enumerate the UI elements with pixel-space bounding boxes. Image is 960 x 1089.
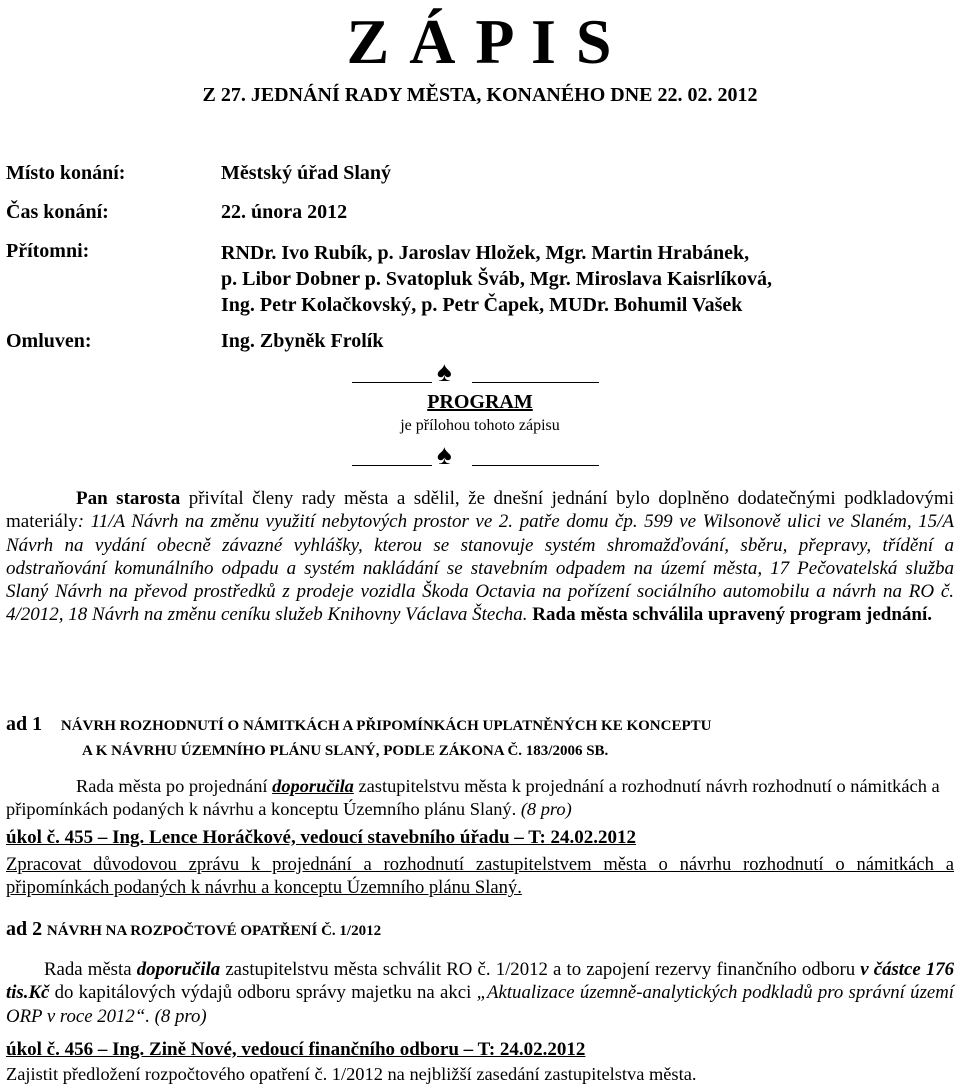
ad1-title-line2: A K NÁVRHU ÚZEMNÍHO PLÁNU SLANÝ, PODLE ZÁKONA Č. 183/2006 SB.: [82, 743, 609, 759]
place-value: Městský úřad Slaný: [221, 162, 392, 184]
spade-icon: ♠: [437, 357, 452, 388]
time-value: 22. února 2012: [221, 201, 348, 223]
ad2-heading: [6, 917, 381, 943]
ad1-task: úkol č. 455 – Ing. Lence Horáčkové, vedoucí stavebního úřadu – T: 24.02.2012: [6, 827, 637, 848]
intro-materials: : 11/A Návrh na změnu využití nebytových prostor ve 2. patře domu čp. 599 ve Wilsonově ulici ve Slaném, 15/A Návrh na vydání obecně závazné vyhlášky, kterou se stanovuje systém shromažďování, sběru, přepravy, třídění a odstraňování komunálního odpadu a systém nakládání se stavebním odpadem na území města, 17 Pečovatelská služba Slaný Návrh na převod prostředků z prodeje vozidla Škoda Octavia na pořízení sociálního automobilu a návrh na RO č. 4/2012, 18 Návrh na změnu ceníku služeb Knihovny Václava Štecha.: [6, 511, 954, 626]
ad2-task: úkol č. 456 – Ing. Zině Nové, vedoucí finančního odboru – T: 24.02.2012: [6, 1039, 586, 1060]
document-subtitle: Z 27. JEDNÁNÍ RADY MĚSTA, KONANÉHO DNE 22. 02. 2012: [202, 84, 758, 106]
divider-top: [0, 357, 960, 390]
ad1-vote: (8 pro): [520, 799, 572, 820]
program-title: PROGRAM: [427, 391, 533, 413]
present-list: [221, 240, 772, 318]
ad2-prefix: ad 2: [6, 918, 43, 940]
ad1-title-line1: NÁVRH ROZHODNUTÍ O NÁMITKÁCH A PŘIPOMÍNKÁCH UPLATNĚNÝCH KE KONCEPTU: [60, 718, 712, 734]
document-title: Z Á P I S: [346, 6, 614, 77]
ad2-amount: v částce 176 tis.Kč: [6, 959, 955, 1004]
present-line: RNDr. Ivo Rubík, p. Jaroslav Hložek, Mgr. Martin Hrabánek,: [221, 242, 750, 264]
spade-icon: ♠: [437, 440, 452, 471]
ad1-heading: [6, 712, 711, 738]
ad1-text-after: zastupitelstvu města k projednání a rozhodnutí návrh rozhodnutí o námitkách a připomínkách podaných k návrhu a konceptu Územního plánu Slaný.: [6, 776, 940, 820]
place-label: Místo konání:: [6, 162, 126, 184]
present-line: Ing. Petr Kolačkovský, p. Petr Čapek, MUDr. Bohumil Vašek: [221, 294, 743, 316]
divider-bottom: [0, 440, 960, 473]
excused-value: Ing. Zbyněk Frolík: [221, 330, 384, 352]
intro-lead: Pan starosta: [76, 488, 181, 509]
ad2-paragraph: Rada města doporučila zastupitelstvu města schválit RO č. 1/2012 a to zapojení rezervy finančního odboru v částce 176 tis.Kč do kapitálových výdajů odboru správy majetku na akci „Aktualizace územně-analytických podkladů pro správní území ORP v roce 2012“. (8 pro): [6, 959, 955, 1027]
intro-closing: Rada města schválila upravený program jednání.: [527, 604, 933, 626]
ad2-vote: (8 pro): [149, 1005, 207, 1027]
ad1-task-text: Zpracovat důvodovou zprávu k projednání a rozhodnutí zastupitelstvem města o návrhu rozhodnutí o námitkách a připomínkách podaných k návrhu a konceptu Územního plánu Slaný.: [6, 854, 954, 899]
ad1-paragraph: [6, 775, 956, 822]
ad1-verb: doporučila: [272, 776, 354, 796]
ad2-title: NÁVRH NA ROZPOČTOVÉ OPATŘENÍ Č. 1/2012: [46, 923, 382, 939]
ad1-prefix: ad 1: [6, 713, 43, 735]
intro-paragraph: [6, 487, 954, 627]
ad2-verb: doporučila: [136, 959, 221, 980]
present-label: Přítomni:: [6, 240, 90, 262]
excused-label: Omluven:: [6, 330, 92, 352]
present-line: p. Libor Dobner p. Svatopluk Šváb, Mgr. Miroslava Kaisrlíková,: [221, 268, 773, 290]
intro-text: přivítal členy rady města a sdělil, že dnešní jednání bylo doplněno dodatečnými podkladovými materiály: [6, 488, 954, 533]
ad1-heading-line2: [82, 738, 608, 763]
program-note: je přílohou tohoto zápisu: [400, 417, 560, 434]
ad1-text-before: Rada města po projednání: [76, 776, 273, 796]
ad2-task-text: Zajistit předložení rozpočtového opatření č. 1/2012 na nejbližší zasedání zastupitelstva města.: [6, 1064, 697, 1084]
time-label: Čas konání:: [6, 201, 109, 223]
ad2-quote: „Aktualizace územně-analytických podkladů pro správní území ORP v roce 2012“.: [6, 982, 954, 1027]
